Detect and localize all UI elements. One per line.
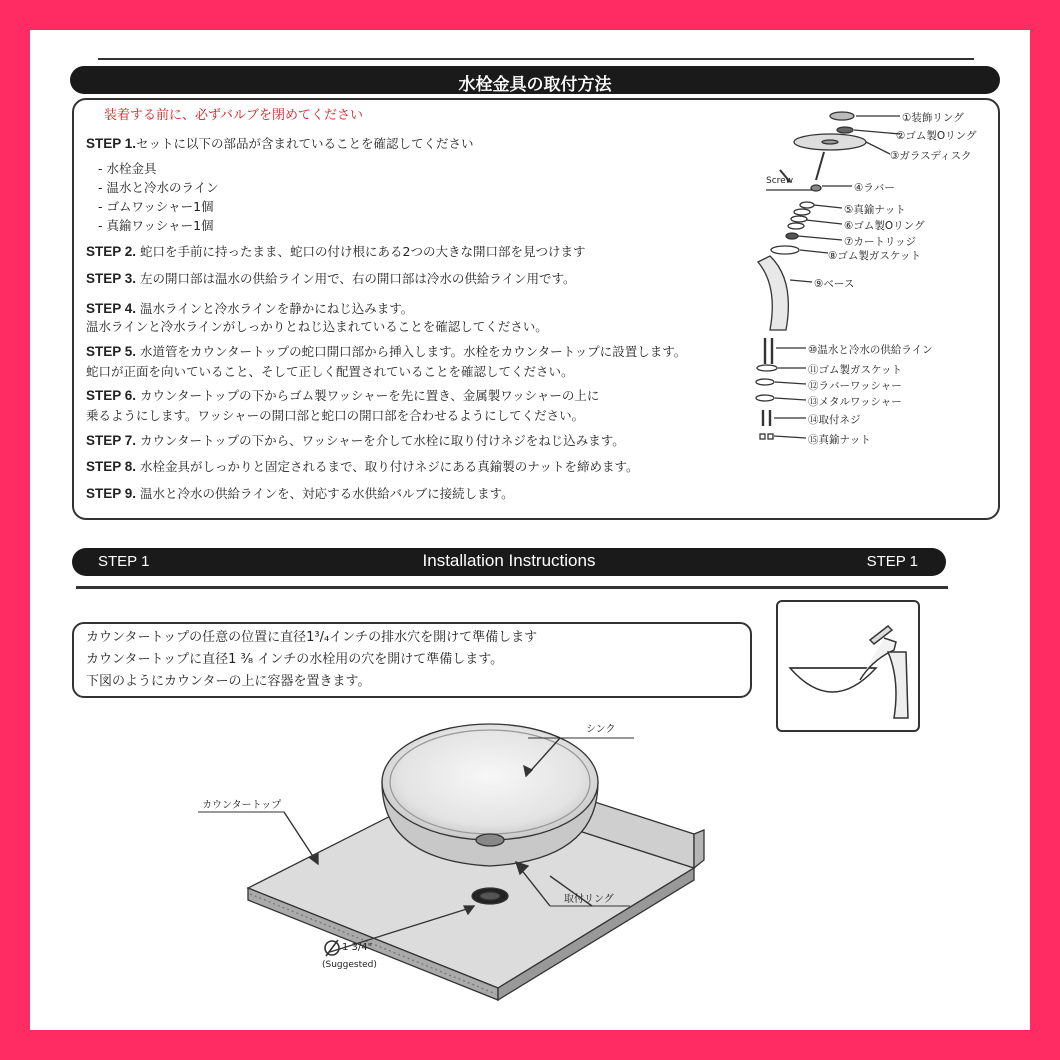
section-step-left: STEP 1 — [98, 553, 150, 570]
part-label: ⑧ゴム製ガスケット — [828, 250, 921, 262]
included-item: - 温水と冷水のライン — [98, 180, 219, 195]
step-8: STEP 8. 水栓金具がしっかりと固定されるまで、取り付けネジにある真鍮製のナットを締めます。 — [86, 459, 639, 474]
part-label: ⑨ベース — [814, 278, 855, 290]
part-label: ②ゴム製Oリング — [896, 130, 977, 142]
instruction-line: 下図のようにカウンターの上に容器を置きます。 — [86, 674, 371, 689]
step-7: STEP 7. カウンタートップの下から、ワッシャーを介して水栓に取り付けネジをねじ込みます。 — [86, 433, 625, 448]
part-label: ⑦カートリッジ — [844, 236, 916, 248]
part-label: ⑭取付ネジ — [808, 414, 861, 426]
step-5-line-2: 蛇口が正面を向いていること、そして正しく配置されていることを確認してください。 — [86, 364, 574, 379]
step-1: STEP 1.セットに以下の部品が含まれていることを確認してください — [86, 136, 474, 151]
part-label: ⑥ゴム製Oリング — [844, 220, 925, 232]
part-label: ⑮真鍮ナット — [808, 434, 871, 446]
included-item: - 水栓金具 — [98, 161, 157, 176]
step-2: STEP 2. 蛇口を手前に持ったまま、蛇口の付け根にある2つの大きな開口部を見つけます — [86, 244, 586, 259]
step-6: STEP 6. カウンタートップの下からゴム製ワッシャーを先に置き、金属製ワッシャーの上に — [86, 388, 600, 403]
sink-label: シンク — [586, 724, 616, 735]
included-item: - ゴムワッシャー1個 — [98, 199, 214, 214]
step-4: STEP 4. 温水ラインと冷水ラインを静かにねじ込みます。 — [86, 301, 414, 316]
step-9: STEP 9. 温水と冷水の供給ラインを、対応する水供給バルブに接続します。 — [86, 486, 514, 501]
warning-text: 装着する前に、必ずバルブを閉めてください — [104, 108, 363, 123]
section-step-right: STEP 1 — [866, 553, 918, 570]
page-title: 水栓金具の取付方法 — [458, 75, 612, 95]
hole-size-label: 1 3/4" — [342, 942, 373, 953]
part-label: ⑪ゴム製ガスケット — [808, 364, 902, 376]
instruction-line: カウンタートップに直径1 ³⁄₈ インチの水栓用の穴を開けて準備します。 — [86, 652, 504, 667]
included-item: - 真鍮ワッシャー1個 — [98, 218, 214, 233]
part-label: ⑬メタルワッシャー — [808, 396, 902, 408]
step-5: STEP 5. 水道管をカウンタートップの蛇口開口部から挿入します。水栓をカウンタートップに設置します。 — [86, 344, 687, 359]
countertop-label: カウンタートップ — [202, 800, 282, 811]
countertop-diagram — [30, 30, 1030, 1030]
part-label: ④ラバー — [854, 182, 895, 194]
part-label: ③ガラスディスク — [890, 150, 972, 162]
section-title: Installation Instructions — [422, 551, 596, 570]
part-label: ⑩温水と冷水の供給ライン — [808, 344, 933, 356]
step-4-line-2: 温水ラインと冷水ラインがしっかりとねじ込まれていることを確認してください。 — [86, 319, 548, 334]
step-3: STEP 3. 左の開口部は温水の供給ライン用で、右の開口部は冷水の供給ライン用です。 — [86, 271, 576, 286]
part-label: ①装飾リング — [902, 112, 964, 124]
mounting-ring-label: 取付リング — [564, 894, 614, 905]
part-label: ⑤真鍮ナット — [844, 204, 906, 216]
instruction-sheet — [30, 30, 1030, 1030]
step-6-line-2: 乗るようにします。ワッシャーの開口部と蛇口の開口部を合わせるようにしてください。 — [86, 408, 585, 423]
suggested-label: (Suggested) — [322, 960, 377, 970]
part-label: ⑫ラバーワッシャー — [808, 380, 902, 392]
instruction-line: カウンタートップの任意の位置に直径1³/₄インチの排水穴を開けて準備します — [86, 630, 538, 645]
screw-label: Screw — [766, 176, 794, 186]
